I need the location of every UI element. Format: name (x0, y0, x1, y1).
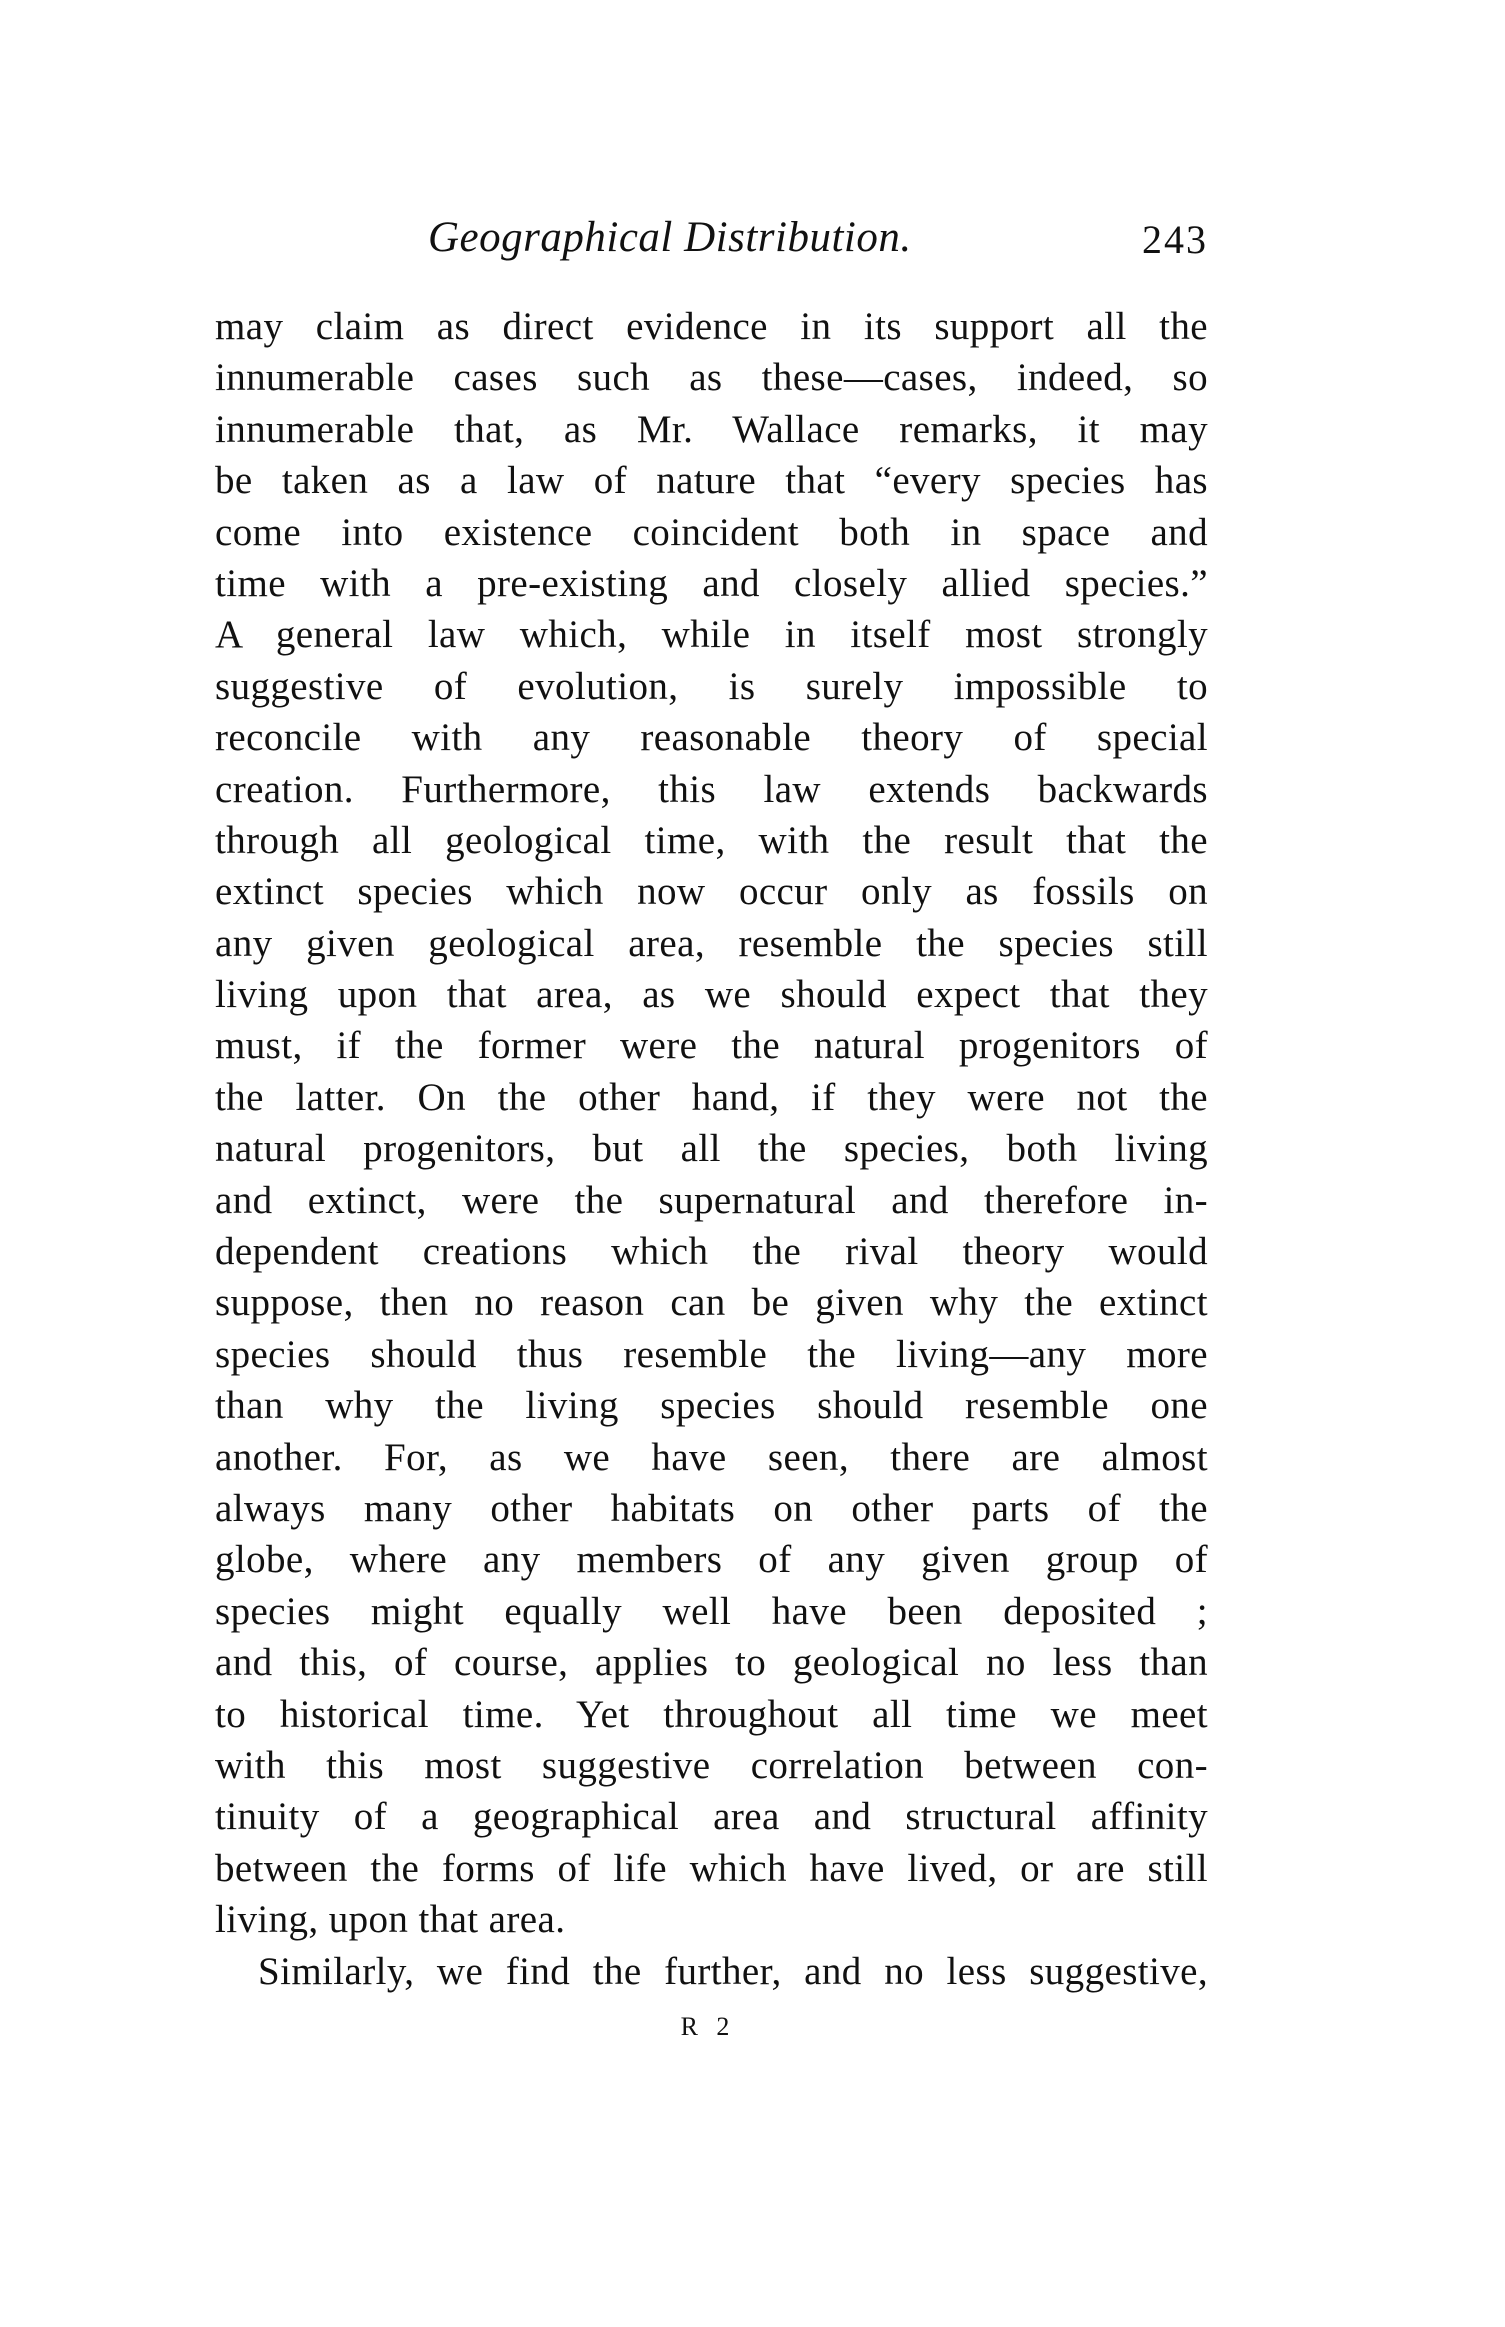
text-line: than why the living species should resemble one (215, 1384, 1208, 1428)
text-line: another. For, as we have seen, there are almost (215, 1435, 1208, 1479)
paragraph-end-line: living, upon that area. (215, 1898, 566, 1942)
text-line: with this most suggestive correlation between con- (215, 1743, 1208, 1787)
text-line: extinct species which now occur only as fossils on (215, 870, 1208, 914)
page-number: 243 (1142, 217, 1208, 262)
text-line: and extinct, were the supernatural and therefore in- (215, 1178, 1208, 1222)
signature-mark: R 2 (680, 2012, 736, 2041)
text-line: time with a pre-existing and closely allied species.” (215, 561, 1208, 605)
paragraph-start-line: Similarly, we find the further, and no less suggestive, (258, 1949, 1208, 1993)
text-line: natural progenitors, but all the species, both living (215, 1127, 1208, 1171)
body-text (215, 301, 1208, 1997)
text-line: to historical time. Yet throughout all time we meet (215, 1692, 1208, 1736)
text-line: through all geological time, with the result that the (215, 818, 1208, 862)
text-line: creation. Furthermore, this law extends backwards (215, 767, 1208, 811)
text-line: innumerable that, as Mr. Wallace remarks, it may (215, 407, 1208, 451)
text-line: suppose, then no reason can be given why the extinct (215, 1281, 1208, 1325)
text-line: come into existence coincident both in space and (215, 510, 1208, 554)
text-line: suggestive of evolution, is surely impossible to (215, 664, 1208, 708)
text-line: be taken as a law of nature that “every species has (215, 459, 1208, 503)
text-line: tinuity of a geographical area and structural affinity (215, 1795, 1208, 1839)
text-line: globe, where any members of any given group of (215, 1538, 1208, 1582)
text-line: dependent creations which the rival theory would (215, 1230, 1208, 1274)
text-line: species should thus resemble the living—any more (215, 1332, 1208, 1376)
text-line: species might equally well have been deposited ; (215, 1589, 1208, 1633)
text-line: between the forms of life which have lived, or are still (215, 1846, 1208, 1890)
text-line: reconcile with any reasonable theory of special (215, 716, 1208, 760)
text-line: may claim as direct evidence in its support all the (215, 305, 1208, 348)
text-line: the latter. On the other hand, if they were not the (215, 1075, 1208, 1119)
text-line: living upon that area, as we should expect that they (215, 973, 1208, 1017)
text-line: any given geological area, resemble the species still (215, 921, 1208, 965)
text-line: always many other habitats on other parts of the (215, 1486, 1208, 1530)
running-head-title: Geographical Distribution. (428, 214, 912, 261)
text-line: A general law which, while in itself most strongly (215, 613, 1208, 657)
text-line: must, if the former were the natural progenitors of (215, 1024, 1208, 1068)
text-line: and this, of course, applies to geological no less than (215, 1641, 1208, 1685)
text-line: innumerable cases such as these—cases, indeed, so (215, 356, 1208, 400)
